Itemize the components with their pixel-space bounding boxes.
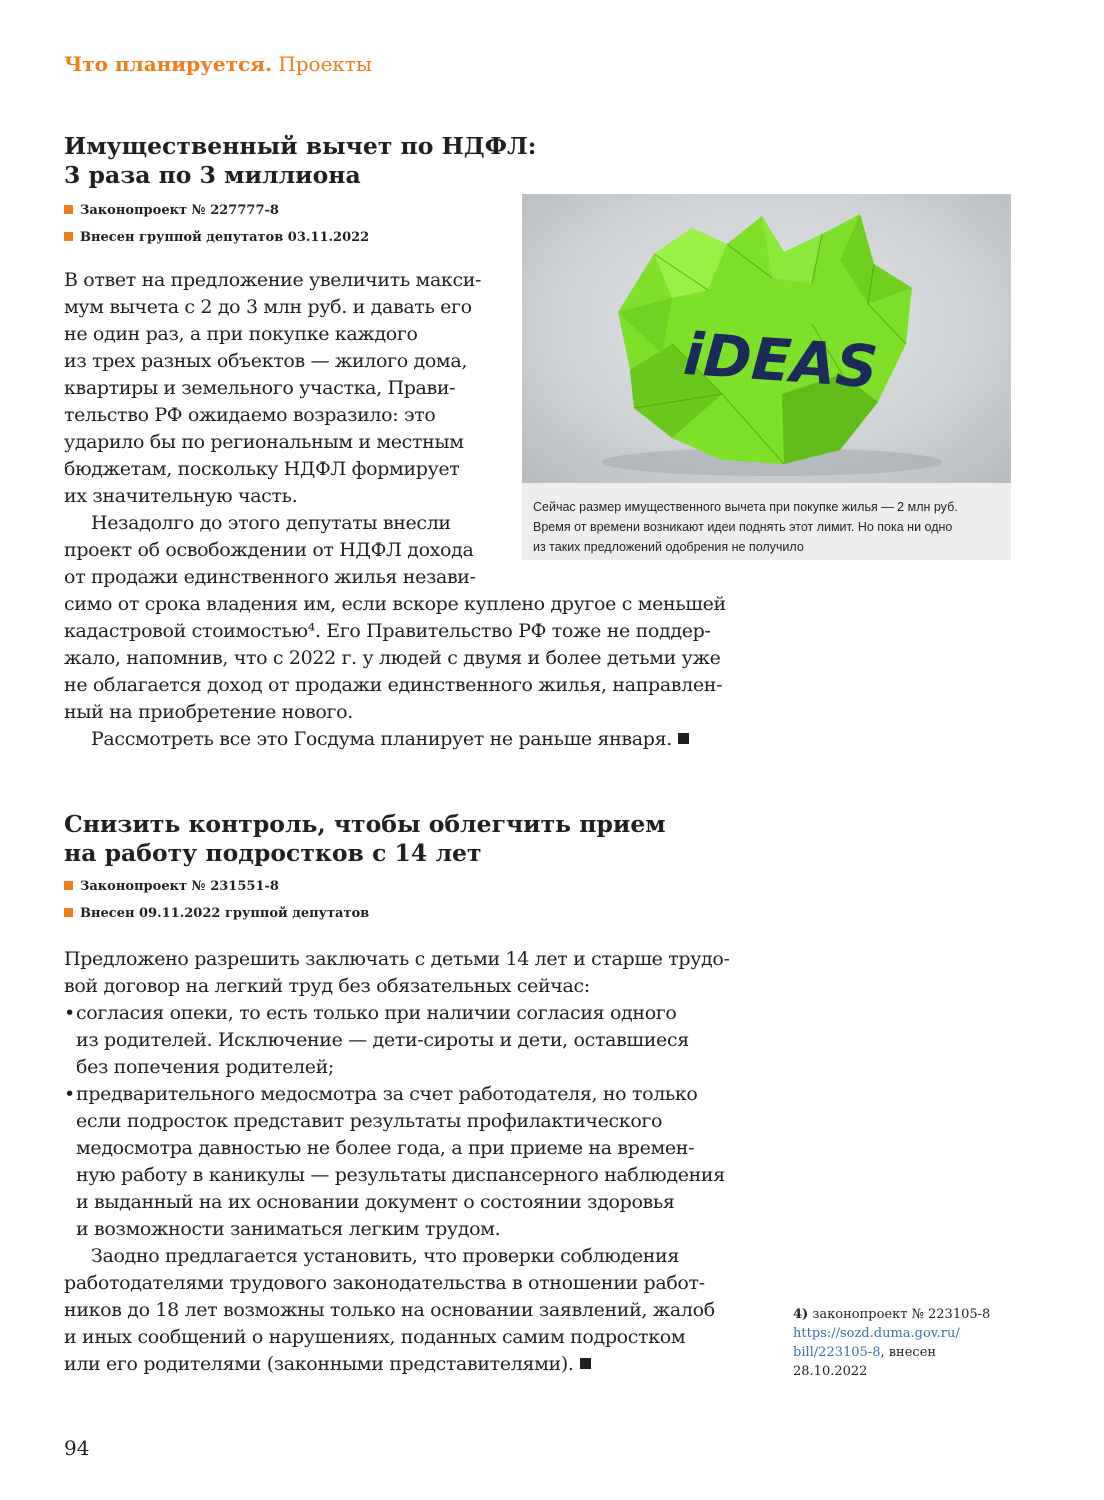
body-line: из родителей. Исключение — дети-сироты и дети, оставшиеся (76, 1029, 689, 1051)
body-line: Незадолго до этого депутаты внесли (91, 512, 451, 534)
article1-title: Имущественный вычет по НДФЛ: 3 раза по 3 миллиона (64, 132, 537, 189)
section-label (64, 52, 372, 76)
body-line: не облагается доход от продажи единственного жилья, направлен- (64, 674, 723, 696)
body-line: кадастровой стоимостью⁴. Его Правительство РФ тоже не поддер- (64, 620, 711, 642)
article2-submitted: Внесен 09.11.2022 группой депутатов (64, 906, 369, 922)
page-number: 94 (64, 1436, 90, 1460)
article2-body (64, 946, 730, 1378)
body-line: Предложено разрешить заключать с детьми 14 лет и старше трудо- (64, 948, 730, 970)
end-of-article-mark (580, 1358, 591, 1369)
body-line: их значительную часть. (64, 485, 298, 507)
section-label-rest: Проекты (278, 52, 372, 76)
footnote-link[interactable]: https://sozd.duma.gov.ru/ (793, 1326, 960, 1341)
photo-caption: Сейчас размер имущественного вычета при покупке жилья — 2 млн руб. Время от времени возникают идеи поднять этот лимит. Но пока ни одно из таких предложений одобрения не получило (533, 500, 958, 554)
body-line: от продажи единственного жилья незави- (64, 566, 476, 588)
body-line: из трех разных объектов — жилого дома, (64, 350, 468, 372)
body-line: если подросток представит результаты профилактического (76, 1110, 663, 1132)
body-line: ный на приобретение нового. (64, 701, 353, 723)
crumpled-paper-photo (522, 194, 1011, 483)
article1-bill-number: Законопроект № 227777-8 (64, 203, 279, 219)
article2-bill-number: Законопроект № 231551-8 (64, 879, 279, 895)
body-line: без попечения родителей; (76, 1056, 334, 1078)
body-line: квартиры и земельного участка, Прави- (64, 377, 456, 399)
body-line: вой договор на легкий труд без обязательных сейчас: (64, 975, 590, 997)
body-line: симо от срока владения им, если вскоре куплено другое с меньшей (64, 593, 726, 615)
body-line: ударило бы по региональным и местным (64, 431, 464, 453)
body-line: работодателями трудового законодательства в отношении работ- (64, 1272, 705, 1294)
body-line: медосмотра давностью не более года, а при приеме на времен- (76, 1137, 695, 1159)
footnote-date: 28.10.2022 (793, 1364, 868, 1379)
footnote-link[interactable]: bill/223105-8 (793, 1345, 881, 1360)
end-of-article-mark (678, 733, 689, 744)
body-line: и возможности заниматься легким трудом. (76, 1218, 501, 1240)
bullet-item: • согласия опеки, то есть только при наличии согласия одного (64, 1000, 730, 1027)
body-line: Рассмотреть все это Госдума планирует не раньше января. (64, 726, 726, 753)
body-line: проект об освобождении от НДФЛ дохода (64, 539, 474, 561)
body-line: и выданный на их основании документ о состоянии здоровья (76, 1191, 675, 1213)
section-label-bold: Что планируется. (64, 52, 272, 76)
body-line: бюджетам, поскольку НДФЛ формирует (64, 458, 460, 480)
body-line: и иных сообщений о нарушениях, поданных самим подростком (64, 1326, 686, 1348)
ideas-handwriting: iDEAS (681, 319, 881, 402)
body-line: не один раз, а при покупке каждого (64, 323, 418, 345)
body-line: Заодно предлагается установить, что проверки соблюдения (91, 1245, 680, 1267)
footnote: 4) законопроект № 223105-8 https://sozd.duma.gov.ru/ bill/223105-8, внесен 28.10.2022 (793, 1307, 991, 1379)
article1-submitted: Внесен группой депутатов 03.11.2022 (64, 230, 369, 246)
bullet-item: • предварительного медосмотра за счет работодателя, но только (64, 1081, 730, 1108)
body-line: В ответ на предложение увеличить макси- (64, 269, 482, 291)
article2-title: Снизить контроль, чтобы облегчить прием на работу подростков с 14 лет (64, 810, 666, 867)
footnote-number: 4) (793, 1307, 809, 1322)
body-line: ников до 18 лет возможны только на основании заявлений, жалоб (64, 1299, 715, 1321)
body-line: мум вычета с 2 до 3 млн руб. и давать его (64, 296, 472, 318)
photo-figure (522, 194, 1011, 560)
body-line: жало, напомнив, что с 2022 г. у людей с двумя и более детьми уже (64, 647, 721, 669)
crumpled-green-paper-illustration (522, 194, 1011, 483)
body-line: ную работу в каникулы — результаты диспансерного наблюдения (76, 1164, 725, 1186)
body-line: тельство РФ ожидаемо возразило: это (64, 404, 436, 426)
body-line: или его родителями (законными представителями). (64, 1351, 730, 1378)
